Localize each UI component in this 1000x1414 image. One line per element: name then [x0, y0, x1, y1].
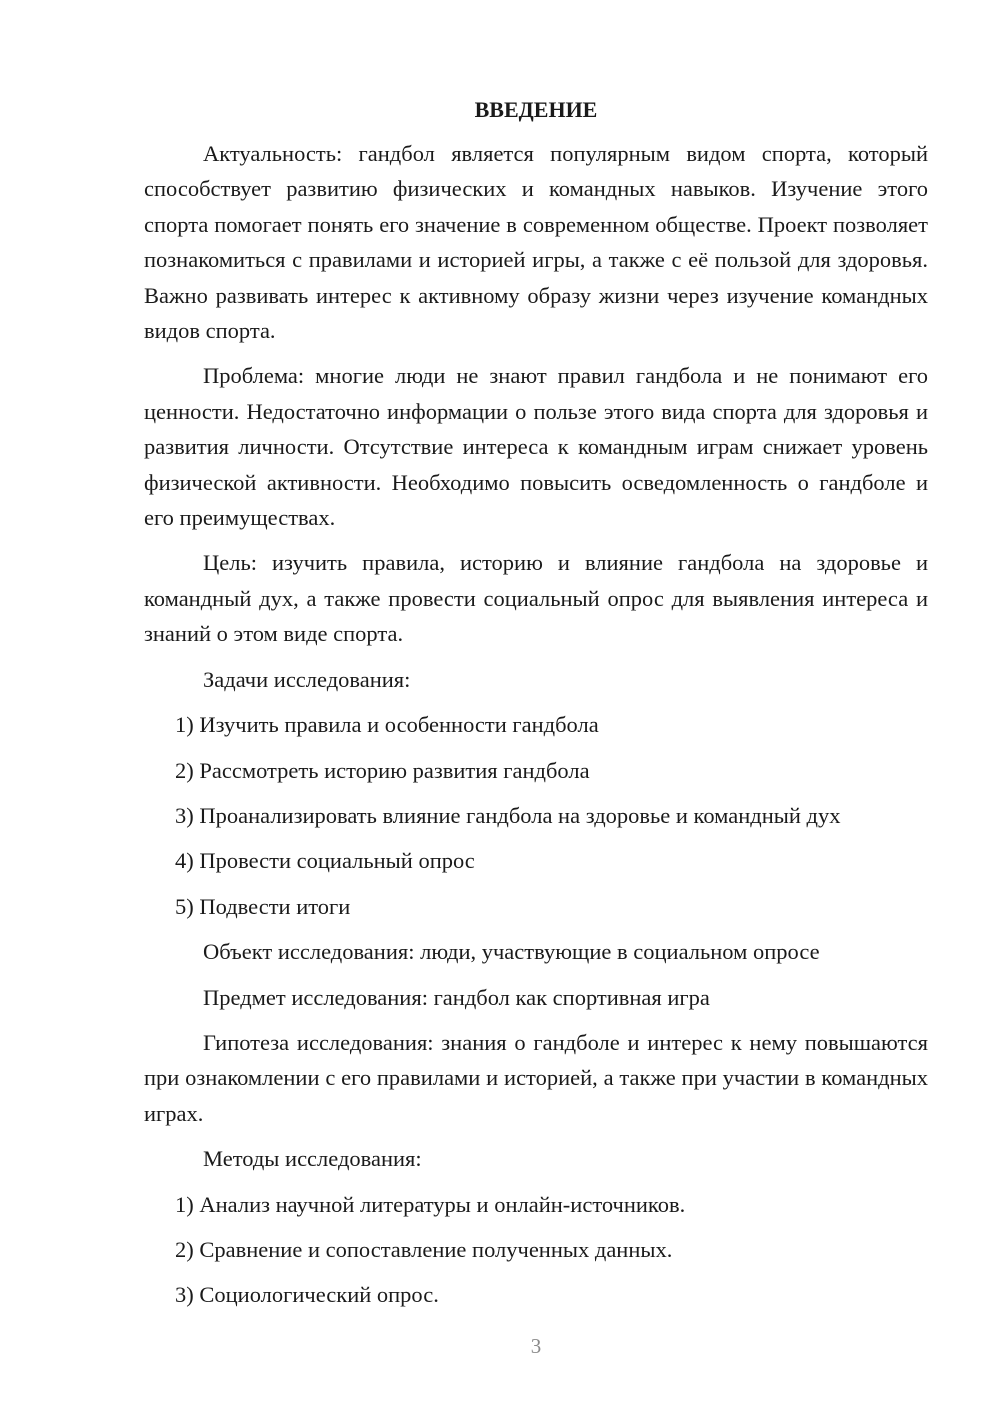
hypothesis-paragraph: Гипотеза исследования: знания о гандболе и интерес к нему повышаются при ознакомлении с его правилами и историей, а также при участии в командных играх.	[144, 1029, 928, 1126]
problem-paragraph: Проблема: многие люди не знают правил гандбола и не понимают его ценности. Недостаточно информации о пользе этого вида спорта для здоровья и развития личности. Отсутствие интереса к командным играм снижает уровень физической активности. Необходимо повысить осведомленность о гандболе и его преимуществах.	[144, 363, 928, 531]
research-object: Объект исследования: люди, участвующие в социальном опросе	[203, 939, 820, 965]
page-content	[144, 96, 928, 1323]
method-item: 2) Сравнение и сопоставление полученных данных.	[175, 1236, 673, 1262]
tasks-title: Задачи исследования:	[203, 666, 411, 692]
task-item: 3) Проанализировать влияние гандбола на здоровье и командный дух	[175, 802, 841, 828]
research-subject: Предмет исследования: гандбол как спортивная игра	[203, 984, 710, 1010]
relevance-paragraph: Актуальность: гандбол является популярным видом спорта, который способствует развитию физических и командных навыков. Изучение этого спорта помогает понять его значение в современном обществе. Проект позволяет познакомиться с правилами и историей игры, а также с её пользой для здоровья. Важно развивать интерес к активному образу жизни через изучение командных видов спорта.	[144, 141, 928, 344]
tasks-list	[144, 707, 928, 924]
task-item: 4) Провести социальный опрос	[175, 848, 475, 874]
section-heading: ВВЕДЕНИЕ	[474, 97, 598, 122]
methods-title: Методы исследования:	[203, 1146, 422, 1172]
task-item: 1) Изучить правила и особенности гандбола	[175, 712, 599, 738]
task-item: 5) Подвести итоги	[175, 893, 351, 919]
goal-paragraph: Цель: изучить правила, историю и влияние гандбола на здоровье и командный дух, а также провести социальный опрос для выявления интереса и знаний о этом виде спорта.	[144, 550, 928, 647]
method-item: 1) Анализ научной литературы и онлайн-источников.	[175, 1191, 686, 1217]
task-item: 2) Рассмотреть историю развития гандбола	[175, 757, 590, 783]
method-item: 3) Социологический опрос.	[175, 1282, 439, 1308]
page-number: 3	[530, 1334, 542, 1358]
methods-list	[144, 1187, 928, 1313]
